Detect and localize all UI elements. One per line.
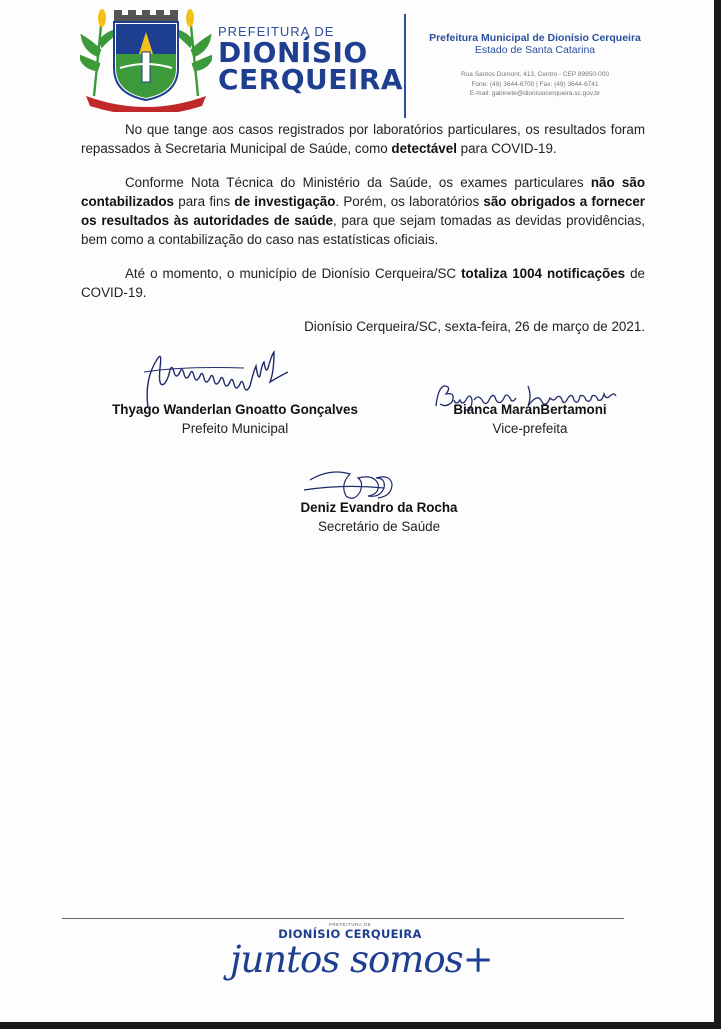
bold-run: são obrigados a fornecer os resultados às autoridades de saúde bbox=[81, 194, 645, 228]
bold-run: totaliza 1004 notificações bbox=[461, 266, 626, 281]
text-run: de COVID-19. bbox=[81, 266, 645, 300]
municipal-crest-icon bbox=[80, 4, 212, 112]
footer-brand-name: DIONÍSIO CERQUEIRA bbox=[278, 927, 422, 941]
signer-role: Prefeito Municipal bbox=[181, 421, 289, 436]
signer-role: Secretário de Saúde bbox=[317, 519, 441, 534]
institution-address: Rua Santos Dumont, 413, Centro - CEP 89950-000 bbox=[460, 71, 610, 78]
text-run: Conforme Nota Técnica do Ministério da Saúde, os exames particulares bbox=[125, 175, 591, 190]
paragraph-3 bbox=[81, 264, 645, 302]
text-run: , para que sejam tomadas as devidas providências, bem como a contabilização do caso nas estatísticas oficiais. bbox=[81, 213, 645, 247]
text-run: . Porém, os laboratórios bbox=[335, 194, 484, 209]
signature-block-mayor bbox=[100, 400, 370, 438]
institution-email: E-mail: gabinete@dionisiocerqueira.sc.gov.br bbox=[469, 90, 601, 97]
text-run: para COVID-19. bbox=[456, 141, 557, 156]
text-run: Até o momento, o município de Dionísio Cerqueira/SC bbox=[125, 266, 462, 281]
signature-block-secretary bbox=[264, 498, 494, 536]
institution-name: Prefeitura Municipal de Dionísio Cerqueira bbox=[429, 32, 641, 44]
brand-line-1: DIONÍSIO bbox=[218, 36, 368, 69]
institution-contact bbox=[412, 70, 658, 99]
document-body bbox=[81, 120, 645, 336]
signer-name: Bianca MaranBertamoni bbox=[453, 402, 607, 417]
brand-line-2: CERQUEIRA bbox=[218, 63, 404, 96]
text-run: para fins bbox=[174, 194, 235, 209]
signer-name: Thyago Wanderlan Gnoatto Gonçalves bbox=[112, 402, 358, 417]
bold-run: não são contabilizados bbox=[81, 175, 645, 209]
brand-wordmark bbox=[218, 24, 404, 96]
signer-name: Deniz Evandro da Rocha bbox=[300, 500, 458, 515]
footer-rule bbox=[62, 918, 624, 919]
header-divider bbox=[404, 14, 406, 118]
footer-brand-prefix: PREFEITURA DE bbox=[328, 922, 372, 927]
paragraph-1 bbox=[81, 120, 645, 158]
footer-slogan: juntos somos+ bbox=[230, 938, 493, 981]
bold-run: de investigação bbox=[234, 194, 336, 209]
signer-role: Vice-prefeita bbox=[492, 421, 568, 436]
document-date: Dionísio Cerqueira/SC, sexta-feira, 26 de março de 2021. bbox=[304, 319, 645, 334]
text-run: No que tange aos casos registrados por laboratórios particulares, os resultados foram repassados à Secretaria Municipal de Saúde, como bbox=[81, 122, 645, 156]
paragraph-2 bbox=[81, 173, 645, 249]
brand-small-de: DE bbox=[314, 24, 335, 39]
institution-phone: Fone: (49) 3644-6700 | Fax: (49) 3644-6741 bbox=[471, 80, 599, 88]
brand-small-prefix: PREFEITURA bbox=[218, 24, 311, 39]
institution-block bbox=[412, 32, 658, 99]
bold-run: detectável bbox=[391, 141, 457, 156]
institution-state: Estado de Santa Catarina bbox=[474, 44, 596, 56]
signature-block-vice-mayor bbox=[430, 400, 630, 438]
